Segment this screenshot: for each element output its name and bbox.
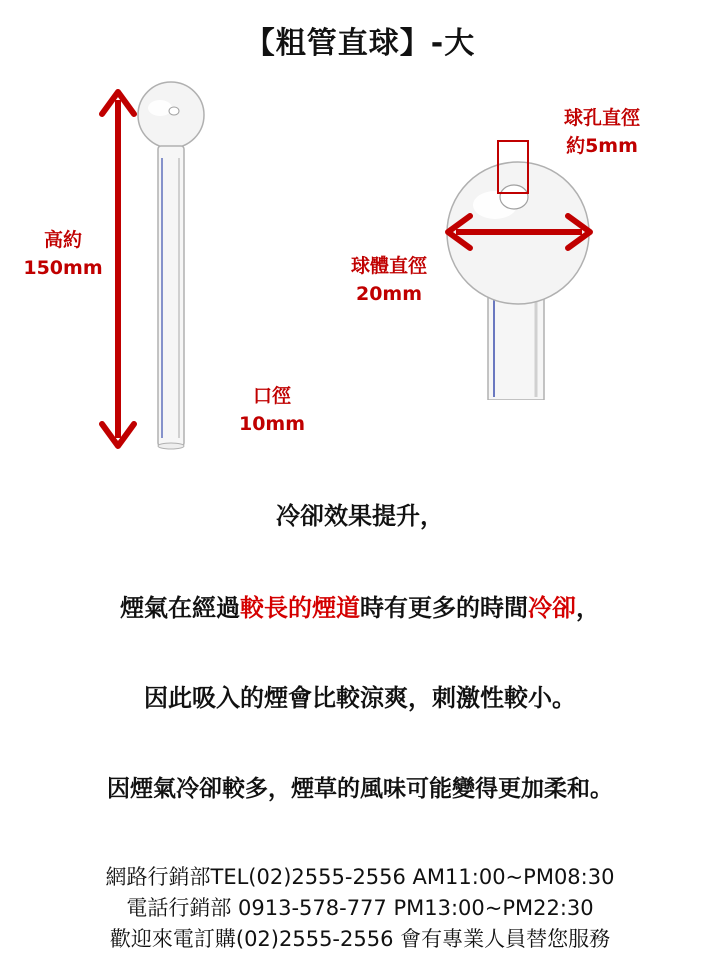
description-line-1: 冷卻效果提升， — [276, 502, 444, 530]
height-label: 高約 150mm — [23, 229, 103, 279]
page-title: 【粗管直球】-大 — [244, 26, 476, 61]
hole-diameter-label: 球孔直徑 約5mm — [563, 107, 640, 157]
mouth-diameter-label: 口徑 10mm — [238, 385, 306, 435]
ball-closeup-illustration — [440, 135, 610, 400]
description-line-4: 因煙氣冷卻較多，煙草的風味可能變得更加柔和。 — [107, 776, 613, 802]
contact-line-order: 歡迎來電訂購(02)2555-2556 會有專業人員替您服務 — [109, 927, 611, 951]
highlight-long-channel: 較長的煙道 — [240, 594, 360, 622]
contact-line-online: 網路行銷部TEL(02)2555-2556 AM11:00~PM08:30 — [105, 865, 615, 889]
description-line-3: 因此吸入的煙會比較涼爽，刺激性較小。 — [144, 684, 576, 712]
ball-diameter-label: 球體直徑 20mm — [350, 255, 427, 305]
highlight-cooling: 冷卻 — [528, 594, 576, 622]
description-line-2: 煙氣在經過較長的煙道時有更多的時間冷卻， — [120, 594, 600, 622]
contact-line-phone: 電話行銷部 0913-578-777 PM13:00~PM22:30 — [126, 896, 594, 920]
